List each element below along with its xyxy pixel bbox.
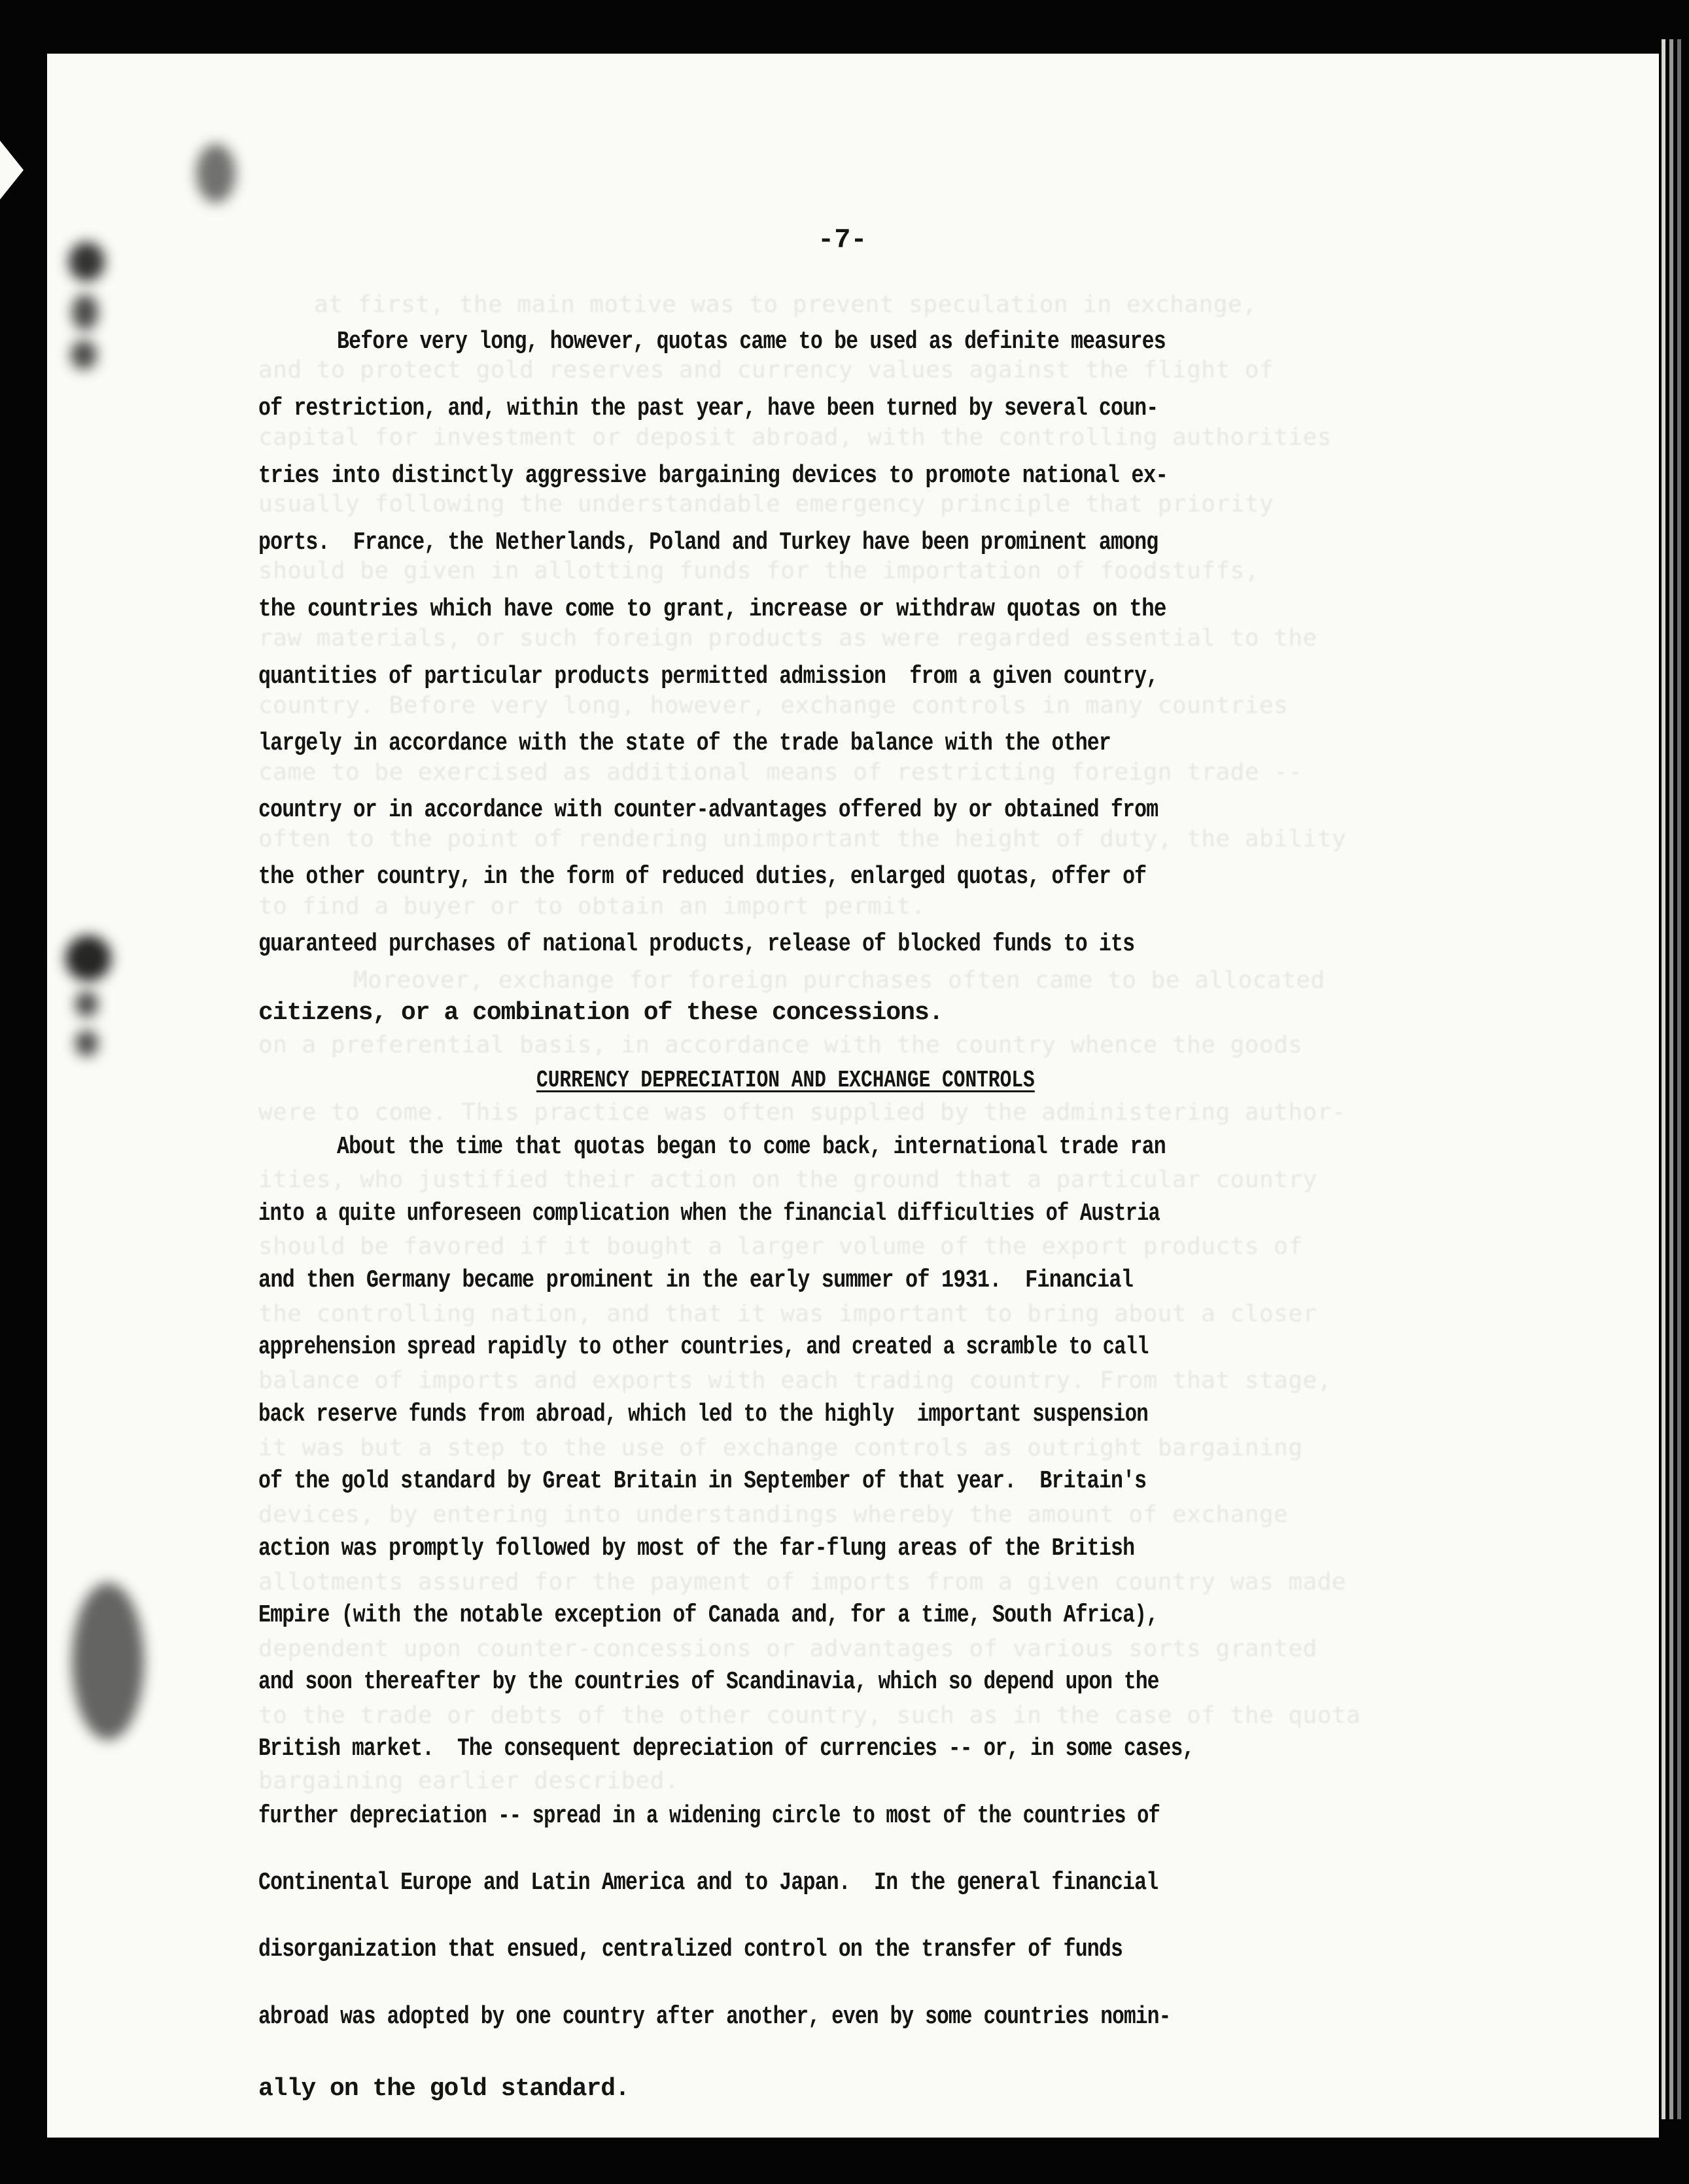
text-line: country or in accordance with counter-advantages offered by or obtained from <box>258 796 1158 824</box>
text-line: apprehension spread rapidly to other countries, and created a scramble to call <box>258 1333 1149 1361</box>
punch-hole-shadow <box>75 991 98 1017</box>
bleed-through-line: usually following the understandable emergency principle that priority <box>258 491 1274 517</box>
bleed-through-line: and to protect gold reserves and currency values against the flight of <box>258 356 1274 383</box>
text-line: citizens, or a combination of these concessions. <box>258 999 943 1027</box>
bleed-through-line: capital for investment or deposit abroad, with the controlling authorities <box>258 424 1332 451</box>
text-line: and soon thereafter by the countries of Scandinavia, which so depend upon the <box>258 1668 1159 1696</box>
bleed-through-line: often to the point of rendering unimportant the height of duty, the ability <box>258 825 1347 852</box>
bleed-through-line: were to come. This practice was often supplied by the administering author- <box>258 1099 1347 1126</box>
text-line: Empire (with the notable exception of Canada and, for a time, South Africa), <box>258 1601 1158 1629</box>
bleed-through-line: it was but a step to the use of exchange controls as outright bargaining <box>258 1434 1303 1461</box>
bleed-through-line: balance of imports and exports with each trading country. From that stage, <box>258 1367 1332 1394</box>
text-line: disorganization that ensued, centralized control on the transfer of funds <box>258 1935 1123 1964</box>
bleed-through-line: on a preferential basis, in accordance with the country whence the goods <box>258 1031 1303 1058</box>
bleed-through-line: country. Before very long, however, exchange controls in many countries <box>258 692 1289 719</box>
text-line: ports. France, the Netherlands, Poland and Turkey have been prominent among <box>258 529 1158 557</box>
bleed-through-line: devices, by entering into understandings whereby the amount of exchange <box>258 1501 1289 1528</box>
bleed-through-line: to find a buyer or to obtain an import permit. <box>258 893 926 920</box>
bleed-through-line: bargaining earlier described. <box>258 1767 680 1794</box>
text-line: Continental Europe and Latin America and to Japan. In the general financial <box>258 1869 1158 1897</box>
bleed-through-line: the controlling nation, and that it was important to bring about a closer <box>258 1300 1317 1327</box>
text-line: the other country, in the form of reduced duties, enlarged quotas, offer of <box>258 863 1147 891</box>
text-line: further depreciation -- spread in a widening circle to most of the countries of <box>258 1802 1160 1830</box>
sheet-edge <box>1669 39 1673 2119</box>
ink-blot <box>196 144 235 203</box>
bleed-through-line: ities, who justified their action on the ground that a particular country <box>258 1166 1317 1193</box>
punch-hole-shadow <box>72 1583 144 1740</box>
punch-hole-shadow <box>72 294 98 330</box>
bleed-through-line: Moreover, exchange for foreign purchases often came to be allocated <box>353 967 1325 994</box>
sheet-edge <box>1677 39 1681 2119</box>
text-line: of the gold standard by Great Britain in September of that year. Britain's <box>258 1467 1147 1495</box>
bleed-through-line: should be given in allotting funds for the importation of foodstuffs, <box>258 557 1259 584</box>
punch-hole-shadow <box>71 340 97 370</box>
bleed-through-line: to the trade or debts of the other country, such as in the case of the quota <box>258 1702 1361 1729</box>
bleed-through-line: dependent upon counter-concessions or advantages of various sorts granted <box>258 1635 1317 1662</box>
text-line: ally on the gold standard. <box>258 2075 629 2103</box>
punch-hole-shadow <box>69 242 105 281</box>
text-line: back reserve funds from abroad, which led to the highly important suspension <box>258 1400 1148 1429</box>
bleed-through-line: came to be exercised as additional means of restricting foreign trade -- <box>258 759 1303 786</box>
text-line: British market. The consequent depreciation of currencies -- or, in some cases, <box>258 1735 1194 1763</box>
bleed-through-line: allotments assured for the payment of imports from a given country was made <box>258 1569 1347 1595</box>
text-line: the countries which have come to grant, increase or withdraw quotas on the <box>258 595 1166 623</box>
sheet-edge <box>1662 39 1665 2119</box>
punch-hole-shadow <box>65 935 111 981</box>
bleed-through-line: at first, the main motive was to prevent speculation in exchange, <box>314 291 1257 318</box>
text-line: of restriction, and, within the past year, have been turned by several coun- <box>258 394 1158 423</box>
text-line: guaranteed purchases of national products, release of blocked funds to its <box>258 930 1135 958</box>
page-number: -7- <box>818 224 867 256</box>
section-heading: CURRENCY DEPRECIATION AND EXCHANGE CONTROLS <box>536 1067 1035 1094</box>
punch-hole-shadow <box>75 1030 98 1056</box>
text-line: into a quite unforeseen complication when the financial difficulties of Austria <box>258 1200 1160 1228</box>
bleed-through-line: raw materials, or such foreign products as were regarded essential to the <box>258 625 1317 651</box>
text-line: quantities of particular products permitted admission from a given country, <box>258 663 1158 691</box>
text-line: About the time that quotas began to come back, international trade ran <box>337 1133 1166 1161</box>
text-line: Before very long, however, quotas came to be used as definite measures <box>337 328 1166 356</box>
text-line: tries into distinctly aggressive bargaining devices to promote national ex- <box>258 462 1168 490</box>
text-line: abroad was adopted by one country after another, even by some countries nomin- <box>258 2003 1171 2031</box>
text-line: action was promptly followed by most of the far-flung areas of the British <box>258 1534 1135 1563</box>
text-line: largely in accordance with the state of the trade balance with the other <box>258 729 1111 757</box>
torn-corner <box>0 141 24 199</box>
text-line: and then Germany became prominent in the early summer of 1931. Financial <box>258 1266 1134 1294</box>
bleed-through-line: should be favored if it bought a larger volume of the export products of <box>258 1233 1303 1260</box>
